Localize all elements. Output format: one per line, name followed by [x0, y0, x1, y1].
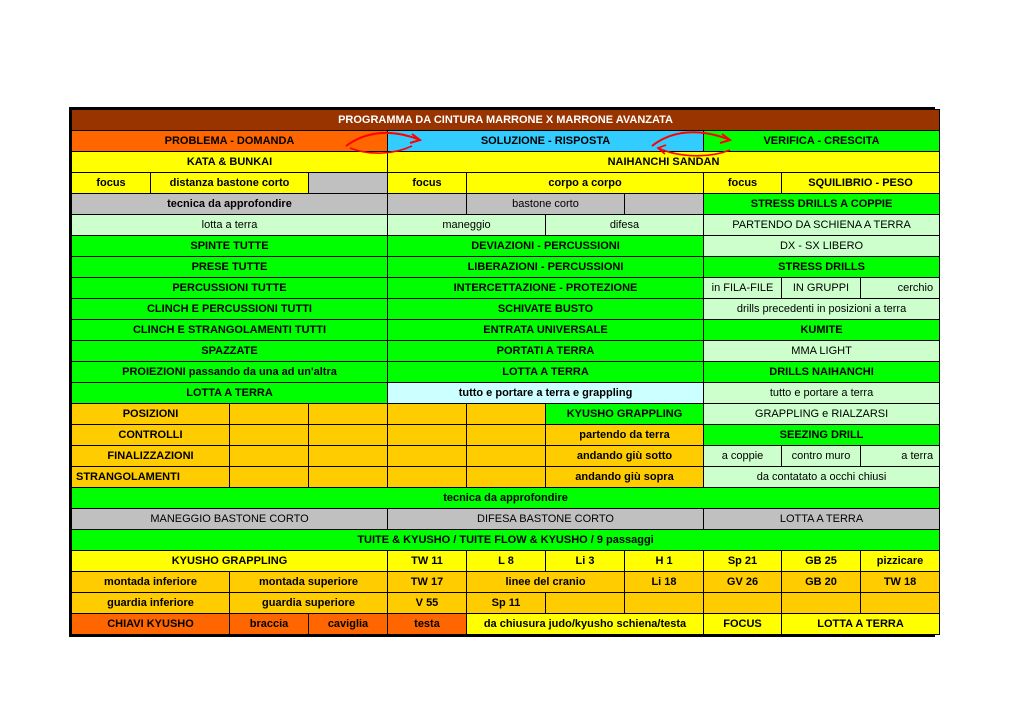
cell-gb-20: GB 20	[782, 572, 861, 593]
cell-li-3: Li 3	[546, 551, 625, 572]
cell-strangolamenti: STRANGOLAMENTI	[72, 467, 230, 488]
row-title	[72, 110, 940, 131]
cell-chiusura-judo: da chiusura judo/kyusho schiena/testa	[467, 614, 704, 635]
cell-prese-tutte: PRESE TUTTE	[72, 257, 388, 278]
cell-empty	[309, 173, 388, 194]
cell-empty	[230, 446, 309, 467]
cell-tw-18: TW 18	[861, 572, 940, 593]
cell-empty	[309, 404, 388, 425]
cell-chiavi-kyusho: CHIAVI KYUSHO	[72, 614, 230, 635]
cell-spazzate: SPAZZATE	[72, 341, 388, 362]
cell-gv-26: GV 26	[704, 572, 782, 593]
cell-l-8: L 8	[467, 551, 546, 572]
cell-percussioni-tutte: PERCUSSIONI TUTTE	[72, 278, 388, 299]
cell-a-terra: a terra	[861, 446, 940, 467]
cell-empty	[704, 593, 782, 614]
cell-liberazioni: LIBERAZIONI - PERCUSSIONI	[388, 257, 704, 278]
row-tecnica	[72, 194, 940, 215]
cell-partendo-schiena: PARTENDO DA SCHIENA A TERRA	[704, 215, 940, 236]
row-posizioni	[72, 404, 940, 425]
row-spazzate	[72, 341, 940, 362]
cell-guardia-superiore: guardia superiore	[230, 593, 388, 614]
row-strangolamenti	[72, 467, 940, 488]
cell-empty	[309, 425, 388, 446]
cell-focus-1: focus	[72, 173, 151, 194]
cell-portati-a-terra: PORTATI A TERRA	[388, 341, 704, 362]
cell-tuite-kyusho: TUITE & KYUSHO / TUITE FLOW & KYUSHO / 9 passaggi	[72, 530, 940, 551]
row-finalizzazioni	[72, 446, 940, 467]
cell-mma-light: MMA LIGHT	[704, 341, 940, 362]
cell-v-55: V 55	[388, 593, 467, 614]
cell-guardia-inferiore: guardia inferiore	[72, 593, 230, 614]
header-verifica: VERIFICA - CRESCITA	[704, 131, 940, 152]
cell-stress-drills-coppie: STRESS DRILLS A COPPIE	[704, 194, 940, 215]
row-clinch-strang	[72, 320, 940, 341]
cell-tecnica-approfondire-2: tecnica da approfondire	[72, 488, 940, 509]
cell-braccia: braccia	[230, 614, 309, 635]
header-problema: PROBLEMA - DOMANDA	[72, 131, 388, 152]
row-kata	[72, 152, 940, 173]
cell-empty	[388, 194, 467, 215]
cell-tw-17: TW 17	[388, 572, 467, 593]
cell-empty	[782, 593, 861, 614]
cell-lotta-a-terra-4: LOTTA A TERRA	[704, 509, 940, 530]
row-guardia	[72, 593, 940, 614]
program-table	[71, 109, 940, 635]
cell-dx-sx-libero: DX - SX LIBERO	[704, 236, 940, 257]
cell-naihanchi-sandan: NAIHANCHI SANDAN	[388, 152, 940, 173]
cell-empty	[230, 425, 309, 446]
cell-kumite: KUMITE	[704, 320, 940, 341]
cell-h-1: H 1	[625, 551, 704, 572]
row-chiavi	[72, 614, 940, 635]
row-montada	[72, 572, 940, 593]
cell-empty	[388, 446, 467, 467]
cell-distanza-bastone: distanza bastone corto	[151, 173, 309, 194]
row-focus	[72, 173, 940, 194]
cell-andando-sopra: andando giù sopra	[546, 467, 704, 488]
cell-contatato-occhi: da contatato a occhi chiusi	[704, 467, 940, 488]
cell-tecnica-approfondire: tecnica da approfondire	[72, 194, 388, 215]
row-bastone	[72, 509, 940, 530]
cell-kata-bunkai: KATA & BUNKAI	[72, 152, 388, 173]
cell-clinch-percussioni: CLINCH E PERCUSSIONI TUTTI	[72, 299, 388, 320]
row-kyusho	[72, 551, 940, 572]
cell-maneggio-bastone: MANEGGIO BASTONE CORTO	[72, 509, 388, 530]
cell-maneggio: maneggio	[388, 215, 546, 236]
cell-cerchio: cerchio	[861, 278, 940, 299]
cell-montada-superiore: montada superiore	[230, 572, 388, 593]
cell-drills-naihanchi: DRILLS NAIHANCHI	[704, 362, 940, 383]
cell-grappling-rialzarsi: GRAPPLING e RIALZARSI	[704, 404, 940, 425]
cell-empty	[388, 404, 467, 425]
cell-empty	[861, 593, 940, 614]
cell-empty	[625, 194, 704, 215]
cell-partendo-da-terra: partendo da terra	[546, 425, 704, 446]
cell-difesa-bastone: DIFESA BASTONE CORTO	[388, 509, 704, 530]
cell-bastone-corto: bastone corto	[467, 194, 625, 215]
cell-gb-25: GB 25	[782, 551, 861, 572]
cell-empty	[546, 593, 625, 614]
cell-tutto-grappling: tutto e portare a terra e grappling	[388, 383, 704, 404]
cell-testa: testa	[388, 614, 467, 635]
row-lotta-maneggio	[72, 215, 940, 236]
row-prese	[72, 257, 940, 278]
cell-clinch-strangolamenti: CLINCH E STRANGOLAMENTI TUTTI	[72, 320, 388, 341]
cell-caviglia: caviglia	[309, 614, 388, 635]
cell-sp-21: Sp 21	[704, 551, 782, 572]
cell-focus-4: FOCUS	[704, 614, 782, 635]
row-tuite	[72, 530, 940, 551]
cell-lotta-a-terra: lotta a terra	[72, 215, 388, 236]
cell-focus-3: focus	[704, 173, 782, 194]
cell-entrata-universale: ENTRATA UNIVERSALE	[388, 320, 704, 341]
cell-lotta-a-terra-3: LOTTA A TERRA	[72, 383, 388, 404]
cell-empty	[388, 425, 467, 446]
cell-empty	[625, 593, 704, 614]
row-proiezioni	[72, 362, 940, 383]
cell-empty	[309, 446, 388, 467]
cell-kyusho-grappling-2: KYUSHO GRAPPLING	[72, 551, 388, 572]
cell-posizioni: POSIZIONI	[72, 404, 230, 425]
cell-linee-cranio: linee del cranio	[467, 572, 625, 593]
cell-finalizzazioni: FINALIZZAZIONI	[72, 446, 230, 467]
cell-pizzicare: pizzicare	[861, 551, 940, 572]
cell-tw-11: TW 11	[388, 551, 467, 572]
cell-focus-2: focus	[388, 173, 467, 194]
header-soluzione: SOLUZIONE - RISPOSTA	[388, 131, 704, 152]
cell-proiezioni: PROIEZIONI passando da una ad un'altra	[72, 362, 388, 383]
cell-empty	[467, 467, 546, 488]
cell-drills-precedenti: drills precedenti in posizioni a terra	[704, 299, 940, 320]
row-clinch-perc	[72, 299, 940, 320]
row-lotta	[72, 383, 940, 404]
cell-montada-inferiore: montada inferiore	[72, 572, 230, 593]
cell-empty	[467, 404, 546, 425]
cell-stress-drills: STRESS DRILLS	[704, 257, 940, 278]
cell-in-fila: in FILA-FILE	[704, 278, 782, 299]
cell-seezing-drill: SEEZING DRILL	[704, 425, 940, 446]
cell-difesa: difesa	[546, 215, 704, 236]
cell-empty	[309, 467, 388, 488]
row-percussioni	[72, 278, 940, 299]
cell-kyusho-grappling: KYUSHO GRAPPLING	[546, 404, 704, 425]
cell-lotta-a-terra-5: LOTTA A TERRA	[782, 614, 940, 635]
row-tecnica-2	[72, 488, 940, 509]
cell-tutto-portare: tutto e portare a terra	[704, 383, 940, 404]
cell-deviazioni: DEVIAZIONI - PERCUSSIONI	[388, 236, 704, 257]
cell-li-18: Li 18	[625, 572, 704, 593]
cell-squilibrio-peso: SQUILIBRIO - PESO	[782, 173, 940, 194]
program-title: PROGRAMMA DA CINTURA MARRONE X MARRONE AVANZATA	[72, 110, 940, 131]
row-spinte	[72, 236, 940, 257]
cell-empty	[230, 467, 309, 488]
cell-andando-sotto: andando giù sotto	[546, 446, 704, 467]
cell-spinte-tutte: SPINTE TUTTE	[72, 236, 388, 257]
cell-empty	[230, 404, 309, 425]
cell-sp-11: Sp 11	[467, 593, 546, 614]
cell-controlli: CONTROLLI	[72, 425, 230, 446]
cell-empty	[467, 446, 546, 467]
cell-schivate-busto: SCHIVATE BUSTO	[388, 299, 704, 320]
row-headers	[72, 131, 940, 152]
cell-corpo-a-corpo: corpo a corpo	[467, 173, 704, 194]
cell-a-coppie: a coppie	[704, 446, 782, 467]
cell-empty	[388, 467, 467, 488]
cell-contro-muro: contro muro	[782, 446, 861, 467]
cell-lotta-a-terra-2: LOTTA A TERRA	[388, 362, 704, 383]
cell-intercettazione: INTERCETTAZIONE - PROTEZIONE	[388, 278, 704, 299]
cell-in-gruppi: IN GRUPPI	[782, 278, 861, 299]
row-controlli	[72, 425, 940, 446]
cell-empty	[467, 425, 546, 446]
program-sheet	[69, 107, 935, 637]
